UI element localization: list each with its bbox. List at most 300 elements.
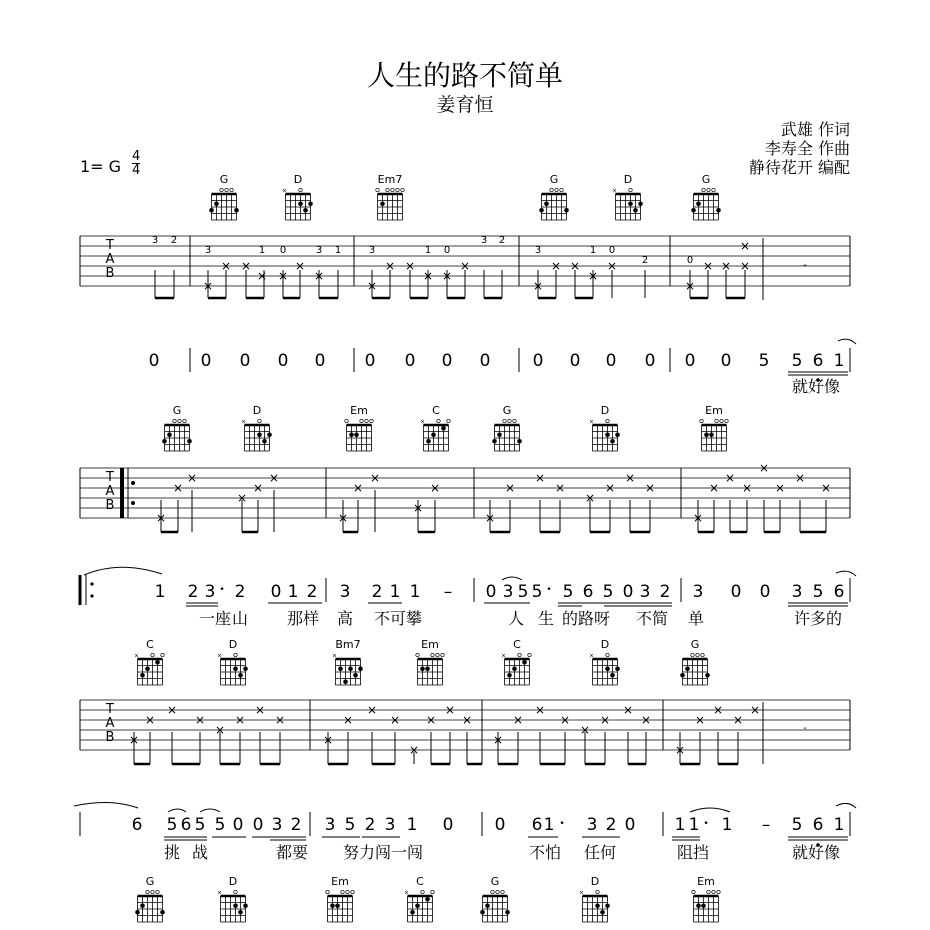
chord-dot [633, 208, 638, 213]
numeric-note: 0 [624, 815, 636, 835]
chord-open-string [629, 188, 632, 191]
lyric-text: 许多的 [793, 609, 843, 628]
chord-name: Bm7 [335, 638, 361, 651]
tab-note-x: × [587, 269, 599, 283]
chord-open-string [401, 188, 404, 191]
chord-open-string [700, 419, 703, 422]
chord-open-string [606, 653, 609, 656]
numeric-note: 0 [314, 351, 326, 371]
chord-name: D [600, 404, 610, 417]
tab-fret-number: 3 [315, 245, 323, 256]
chord-open-string [396, 188, 399, 191]
numeric-note: 6 [131, 815, 143, 835]
chord-open-string [560, 188, 563, 191]
lyric-text: 任何 [583, 843, 617, 862]
tab-note-x: × [429, 481, 441, 495]
lyric-text: 就好像 [791, 843, 841, 862]
tab-letter: B [105, 730, 115, 745]
tab-note-x: × [202, 279, 214, 293]
numeric-note: 5 [344, 815, 356, 835]
numeric-note: 0 [485, 582, 497, 602]
chord-open-string [161, 653, 164, 656]
chord-name: D [228, 638, 238, 651]
chord-name: D [228, 875, 238, 888]
chord-open-string [258, 419, 261, 422]
chord-dot [539, 208, 544, 213]
numeric-note: 1 [543, 815, 555, 835]
chord-dot [485, 904, 490, 909]
chord-diagram [282, 173, 313, 220]
chord-dot [234, 208, 239, 213]
lyric-text: 努力闯一闯 [342, 843, 424, 862]
chord-name: C [432, 404, 440, 417]
chord-open-string [345, 419, 348, 422]
chord-dot [696, 904, 701, 909]
chord-diagram [612, 173, 643, 220]
chord-name: Em [705, 404, 723, 417]
numeric-note: 1 [688, 815, 700, 835]
dotted-note-dot: • [546, 585, 552, 595]
tab-note-x: × [166, 703, 178, 717]
repeat-dot [90, 582, 93, 585]
numeric-note: 6 [531, 815, 543, 835]
tab-note-x: × [389, 713, 401, 727]
numeric-note: 5 [562, 582, 574, 602]
tab-note-x: × [604, 481, 616, 495]
tab-note-x: × [739, 239, 751, 253]
chord-name: D [293, 173, 303, 186]
chord-dot [380, 202, 385, 207]
chord-open-string [346, 890, 349, 893]
numeric-note: 0 [569, 351, 581, 371]
numeric-note: 1 [721, 815, 733, 835]
chord-open-string [156, 890, 159, 893]
numeric-note: 0 [441, 351, 453, 371]
chord-open-string [234, 653, 237, 656]
numeric-note: 5 [214, 815, 226, 835]
chord-dot [233, 667, 238, 672]
numeric-note: 2 [187, 582, 199, 602]
tab-fret-number: - [803, 260, 807, 271]
chord-open-string [491, 890, 494, 893]
chord-dot [354, 433, 359, 438]
numeric-note: 0 [239, 351, 251, 371]
numeric-note: 3 [639, 582, 651, 602]
numeric-note: 0 [622, 582, 634, 602]
tab-note-x: × [644, 481, 656, 495]
numeric-note: 2 [371, 582, 383, 602]
numeric-note: 1 [154, 582, 166, 602]
chord-dot [544, 202, 549, 207]
tie-arc [690, 808, 730, 812]
chord-diagram [579, 875, 610, 922]
tab-note-x: × [606, 259, 618, 273]
time-signature-top: 4 [132, 149, 141, 164]
chord-name: Em7 [377, 173, 403, 186]
chord-name: C [146, 638, 154, 651]
lyric-text: 一座 [198, 609, 232, 628]
numeric-note: 3 [791, 582, 803, 602]
tab-note-x: × [186, 471, 198, 485]
lyric-text: 不可攀 [373, 609, 423, 628]
numeric-note: 0 [364, 351, 376, 371]
chord-name: C [416, 875, 424, 888]
tab-note-x: × [708, 481, 720, 495]
numeric-note: 5 [531, 582, 543, 602]
tab-note-x: × [294, 259, 306, 273]
tab-note-x: × [337, 511, 349, 525]
chord-open-string [501, 890, 504, 893]
numeric-note: – [443, 582, 453, 602]
lyric-text: 战 [191, 843, 209, 862]
arranger-credit: 静待花开 编配 [748, 158, 850, 177]
tab-note-x: × [422, 269, 434, 283]
tab-fret-number: 3 [151, 235, 159, 246]
chord-dot [335, 904, 340, 909]
lyric-text: 就好像 [791, 377, 841, 396]
numeric-note: 0 [532, 351, 544, 371]
numeric-note: 2 [234, 582, 246, 602]
numeric-note: 3 [204, 582, 216, 602]
chord-name: G [690, 638, 700, 651]
numeric-note: 1 [406, 815, 418, 835]
phrase-arc [74, 802, 138, 808]
chord-dot [338, 667, 343, 672]
chord-dot [685, 667, 690, 672]
tab-note-x: × [724, 471, 736, 485]
numeric-note: 3 [586, 815, 598, 835]
chord-open-string [508, 419, 511, 422]
chord-name: D [252, 404, 262, 417]
chord-diagram [691, 173, 721, 220]
numeric-note: 6 [833, 582, 845, 602]
chord-name: G [549, 173, 559, 186]
tab-note-x: × [739, 259, 751, 273]
chord-open-string [146, 890, 149, 893]
tie-arc [502, 577, 522, 580]
tab-note-x: × [732, 713, 744, 727]
chord-diagram [416, 638, 444, 685]
tie-arc [168, 809, 186, 812]
tab-note-x: × [532, 279, 544, 293]
tab-note-x: × [144, 713, 156, 727]
numeric-note: 1 [674, 815, 686, 835]
chord-open-string [421, 890, 424, 893]
chord-diagram [241, 404, 272, 451]
chord-name: Em [331, 875, 349, 888]
chord-name: G [701, 173, 711, 186]
numeric-note: 3 [271, 815, 283, 835]
composer-credit: 李寿全 作曲 [764, 139, 850, 158]
numeric-note: 5 [166, 815, 178, 835]
chord-dot [522, 660, 527, 665]
numeric-note: 5 [758, 351, 770, 371]
chord-dot [610, 673, 615, 678]
tab-fret-number: 1 [424, 245, 432, 256]
chord-muted-string: × [611, 187, 618, 195]
numeric-note: 5 [517, 582, 529, 602]
tab-note-x: × [692, 511, 704, 525]
tie-arc [200, 809, 220, 812]
numeric-note: 0 [605, 351, 617, 371]
chord-dot [701, 904, 706, 909]
tab-note-x: × [492, 733, 504, 747]
numeric-note: – [761, 815, 771, 835]
chord-muted-string: × [331, 652, 338, 660]
numeric-note: 1 [287, 582, 299, 602]
numeric-note: 2 [306, 582, 318, 602]
chord-dot [605, 904, 610, 909]
chord-dot [209, 208, 214, 213]
tab-note-x: × [569, 259, 581, 273]
lyric-text: 都要 [275, 843, 309, 862]
chord-dot [420, 667, 425, 672]
tab-note-x: × [352, 481, 364, 495]
tab-note-x: × [369, 471, 381, 485]
numeric-note: 3 [502, 582, 514, 602]
chord-diagram [162, 404, 192, 451]
chord-muted-string: × [588, 418, 595, 426]
chord-muted-string: × [216, 652, 223, 660]
chord-open-string [712, 188, 715, 191]
numeric-note: 0 [252, 815, 264, 835]
chord-open-string [436, 653, 439, 656]
chord-dot [358, 667, 363, 672]
chord-muted-string: × [500, 652, 507, 660]
chord-dot [595, 904, 600, 909]
chord-diagram [326, 875, 354, 922]
tab-note-x: × [624, 471, 636, 485]
chord-open-string [386, 188, 389, 191]
chord-diagram [539, 173, 569, 220]
chord-open-string [234, 890, 237, 893]
chord-diagram [404, 875, 434, 922]
tab-note-x: × [172, 481, 184, 495]
chord-open-string [596, 890, 599, 893]
lyric-text: 阻挡 [676, 843, 710, 862]
chord-open-string [437, 419, 440, 422]
tab-letter: A [105, 716, 115, 731]
chord-open-string [707, 188, 710, 191]
tab-note-x: × [366, 703, 378, 717]
chord-open-string [715, 419, 718, 422]
chord-dot [615, 433, 620, 438]
chord-open-string [341, 890, 344, 893]
chord-dot [257, 433, 262, 438]
lyric-text: 那样 [286, 609, 320, 628]
chord-diagram [420, 404, 450, 451]
tab-note-x: × [412, 501, 424, 515]
tab-note-x: × [534, 703, 546, 717]
tie-arc [836, 571, 856, 576]
chord-open-string [701, 653, 704, 656]
chord-muted-string: × [588, 652, 595, 660]
tab-note-x: × [550, 259, 562, 273]
dotted-note-dot: • [703, 819, 709, 829]
tab-note-x: × [342, 713, 354, 727]
chord-dot [492, 439, 497, 444]
tab-note-x: × [268, 471, 280, 485]
tab-fret-number: 0 [443, 245, 451, 256]
chord-name: D [623, 173, 633, 186]
chord-name: G [145, 875, 155, 888]
lyric-text: 单 [687, 609, 705, 628]
chord-muted-string: × [216, 889, 223, 897]
chord-open-string [518, 653, 521, 656]
chord-open-string [702, 188, 705, 191]
tab-note-x: × [694, 713, 706, 727]
song-title: 人生的路不简单 [366, 59, 563, 92]
chord-muted-string: × [419, 418, 426, 426]
repeat-dot [131, 481, 135, 485]
tab-note-x: × [425, 713, 437, 727]
numeric-note: 0 [442, 815, 454, 835]
lyricist-credit: 武雄 作词 [780, 120, 850, 139]
tab-note-x: × [820, 481, 832, 495]
chord-open-string [376, 188, 379, 191]
chord-open-string [370, 419, 373, 422]
tab-note-x: × [640, 713, 652, 727]
chord-dot [505, 910, 510, 915]
tab-note-x: × [749, 703, 761, 717]
repeat-dot [131, 501, 135, 505]
tab-note-x: × [758, 461, 770, 475]
tab-note-x: × [220, 259, 232, 273]
chord-open-string [513, 419, 516, 422]
chord-muted-string: × [578, 889, 585, 897]
time-signature-bottom: 4 [132, 163, 141, 178]
tab-fret-number: 0 [608, 245, 616, 256]
chord-open-string [606, 419, 609, 422]
tab-note-x: × [712, 703, 724, 717]
tab-letter: T [106, 238, 114, 253]
chord-open-string [528, 653, 531, 656]
chord-diagram [209, 173, 239, 220]
repeat-dot [90, 594, 93, 597]
chord-diagram [589, 404, 620, 451]
chord-dot [610, 439, 615, 444]
numeric-note: 0 [720, 351, 732, 371]
tab-note-x: × [622, 703, 634, 717]
numeric-note: 6 [812, 815, 824, 835]
tie-arc [836, 803, 856, 808]
numeric-note: 6 [582, 582, 594, 602]
lyric-text: 高 [336, 609, 354, 628]
chord-open-string [691, 653, 694, 656]
chord-dot [696, 202, 701, 207]
chord-dot [425, 667, 430, 672]
chord-diagram [376, 173, 404, 220]
numeric-note: 2 [659, 582, 671, 602]
chord-name: G [502, 404, 512, 417]
tab-note-x: × [504, 481, 516, 495]
numeric-note: 0 [479, 351, 491, 371]
chord-dot [155, 660, 160, 665]
numeric-note: 0 [494, 815, 506, 835]
tab-note-x: × [254, 703, 266, 717]
tab-letter: A [105, 484, 115, 499]
tab-fret-number: 1 [334, 245, 342, 256]
tab-note-x: × [384, 259, 396, 273]
tab-note-x: × [741, 481, 753, 495]
chord-dot [162, 439, 167, 444]
chord-dot [605, 667, 610, 672]
chord-dot [262, 439, 267, 444]
chord-name: G [490, 875, 500, 888]
chord-name: D [600, 638, 610, 651]
chord-dot [709, 433, 714, 438]
tab-note-x: × [240, 259, 252, 273]
numeric-note: 5 [194, 815, 206, 835]
chord-open-string [555, 188, 558, 191]
chord-diagram [345, 404, 373, 451]
chord-diagram [134, 638, 164, 685]
chord-diagram [492, 404, 522, 451]
tab-note-x: × [441, 269, 453, 283]
chord-dot [638, 202, 643, 207]
chord-diagram [135, 875, 165, 922]
tie-arc [838, 339, 856, 344]
chord-dot [233, 904, 238, 909]
chord-name: G [219, 173, 229, 186]
dotted-note-dot: • [559, 819, 565, 829]
tab-fret-number: 2 [641, 255, 649, 266]
numeric-note: 0 [270, 582, 282, 602]
tab-note-x: × [512, 713, 524, 727]
tab-note-x: × [128, 733, 140, 747]
chord-open-string [391, 188, 394, 191]
chord-open-string [725, 419, 728, 422]
numeric-note: 2 [605, 815, 617, 835]
chord-dot [704, 433, 709, 438]
dotted-note-dot: • [219, 585, 225, 595]
tab-letter: B [105, 266, 115, 281]
tab-note-x: × [408, 743, 420, 757]
chord-open-string [496, 890, 499, 893]
chord-open-string [151, 890, 154, 893]
chord-open-string [416, 653, 419, 656]
chord-diagram [589, 638, 620, 685]
tab-note-x: × [404, 259, 416, 273]
tab-letter: T [106, 470, 114, 485]
tab-note-x: × [599, 713, 611, 727]
chord-open-string [720, 419, 723, 422]
numeric-note: 1 [409, 582, 421, 602]
tab-fret-number: - [803, 723, 807, 734]
numeric-note: 1 [833, 351, 845, 371]
tab-fret-number: 3 [480, 235, 488, 246]
chord-open-string [178, 419, 181, 422]
chord-name: G [172, 404, 182, 417]
chord-diagram [217, 638, 248, 685]
chord-open-string [151, 653, 154, 656]
chord-open-string [692, 890, 695, 893]
numeric-note: 2 [290, 815, 302, 835]
tab-note-x: × [322, 733, 334, 747]
lyric-text: 挑 [163, 843, 181, 862]
numeric-note: 5 [791, 351, 803, 371]
chord-open-string [225, 188, 228, 191]
numeric-note: 0 [684, 351, 696, 371]
chord-dot [691, 208, 696, 213]
lyric-text: 的路呀 [561, 609, 611, 628]
tab-note-x: × [674, 743, 686, 757]
tab-fret-number: 0 [686, 255, 694, 266]
tab-letter: A [105, 252, 115, 267]
tab-note-x: × [794, 471, 806, 485]
numeric-note: 0 [404, 351, 416, 371]
chord-dot [615, 667, 620, 672]
